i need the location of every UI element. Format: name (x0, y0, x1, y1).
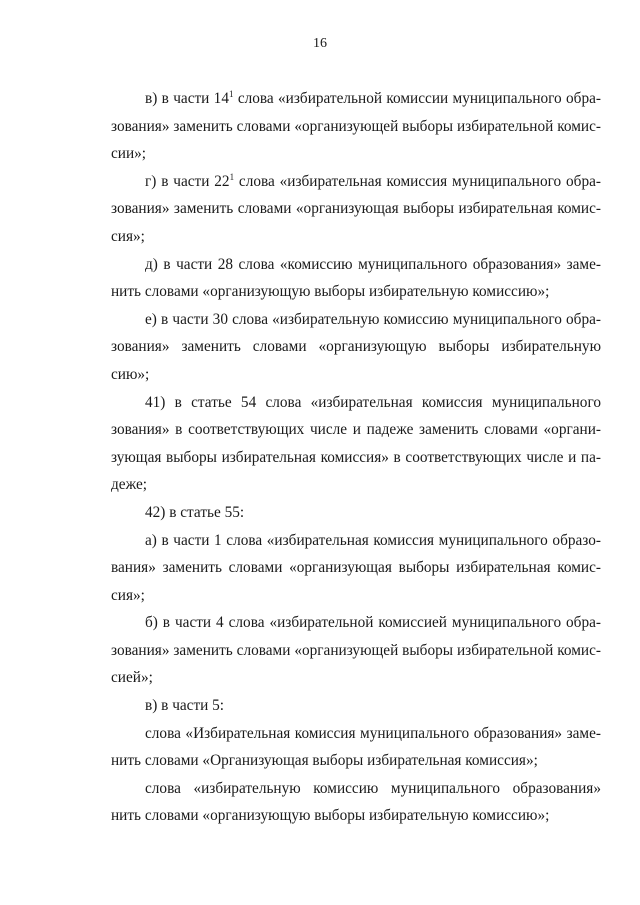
superscript: 1 (229, 171, 235, 182)
text-line: сия»; (111, 227, 145, 245)
line-text: г) в части 22 (145, 172, 230, 190)
text-line: нить словами «Организующая выборы избирательная комиссия»; (111, 752, 538, 770)
text-line: слова «Избирательная комиссия муниципального образования» заме- (145, 724, 601, 742)
text-line (111, 85, 601, 113)
page-number: 16 (313, 36, 327, 51)
paragraph-b-4 (111, 609, 601, 692)
line-text: в) в части 14 (145, 90, 229, 107)
text-line: зования» заменить словами «организующую выборы избирательную (111, 338, 601, 356)
text-line: в) в части 5: (145, 697, 225, 715)
text-line: слова «избирательную комиссию муниципального образования» (145, 779, 601, 797)
paragraph-d-28 (111, 251, 601, 306)
paragraph-v-5 (111, 692, 601, 720)
paragraph-v-14 (111, 85, 601, 168)
paragraph-words-1 (111, 720, 601, 775)
text-line: д) в части 28 слова «комиссию муниципального образования» заме- (145, 255, 601, 273)
text-line: 41) в статье 54 слова «избирательная комиссия муниципального (145, 393, 601, 411)
line-text: слова «избирательной комиссии муниципального обра- (233, 90, 601, 107)
document-body (111, 85, 601, 830)
text-line: е) в части 30 слова «избирательную комиссию муниципального обра- (145, 310, 601, 328)
paragraph-a-1 (111, 527, 601, 610)
text-line: деже; (111, 476, 147, 494)
paragraph-words-2 (111, 775, 601, 830)
text-line: нить словами «организующую выборы избирательную комиссию»; (111, 283, 550, 301)
text-line: а) в части 1 слова «избирательная комиссия муниципального образо- (145, 531, 601, 549)
line-text: слова «избирательная комиссия муниципального обра- (234, 172, 601, 190)
paragraph-e-30 (111, 306, 601, 389)
text-line: сией»; (111, 669, 153, 687)
paragraph-item-42 (111, 499, 601, 527)
paragraph-g-22 (111, 168, 601, 251)
text-line: б) в части 4 слова «избирательной комиссией муниципального обра- (145, 614, 601, 632)
paragraph-item-41 (111, 389, 601, 499)
text-line: нить словами «организующую выборы избирательную комиссию»; (111, 807, 550, 825)
text-line: сию»; (111, 365, 150, 383)
text-line: зования» заменить словами «организующей выборы избирательной комис- (111, 641, 601, 659)
text-line: вания» заменить словами «организующая выборы избирательная комис- (111, 559, 601, 577)
text-line: зования» в соответствующих числе и падеже заменить словами «органи- (111, 421, 601, 439)
text-line: 42) в статье 55: (145, 503, 245, 521)
text-line: зующая выборы избирательная комиссия» в соответствующих числе и па- (111, 448, 601, 466)
text-line: зования» заменить словами «организующей выборы избирательной комис- (111, 117, 601, 135)
superscript: 1 (228, 89, 234, 99)
text-line: сия»; (111, 586, 145, 604)
text-line: сии»; (111, 145, 147, 163)
text-line (111, 168, 601, 196)
text-line: зования» заменить словами «организующая выборы избирательная комис- (111, 200, 601, 218)
